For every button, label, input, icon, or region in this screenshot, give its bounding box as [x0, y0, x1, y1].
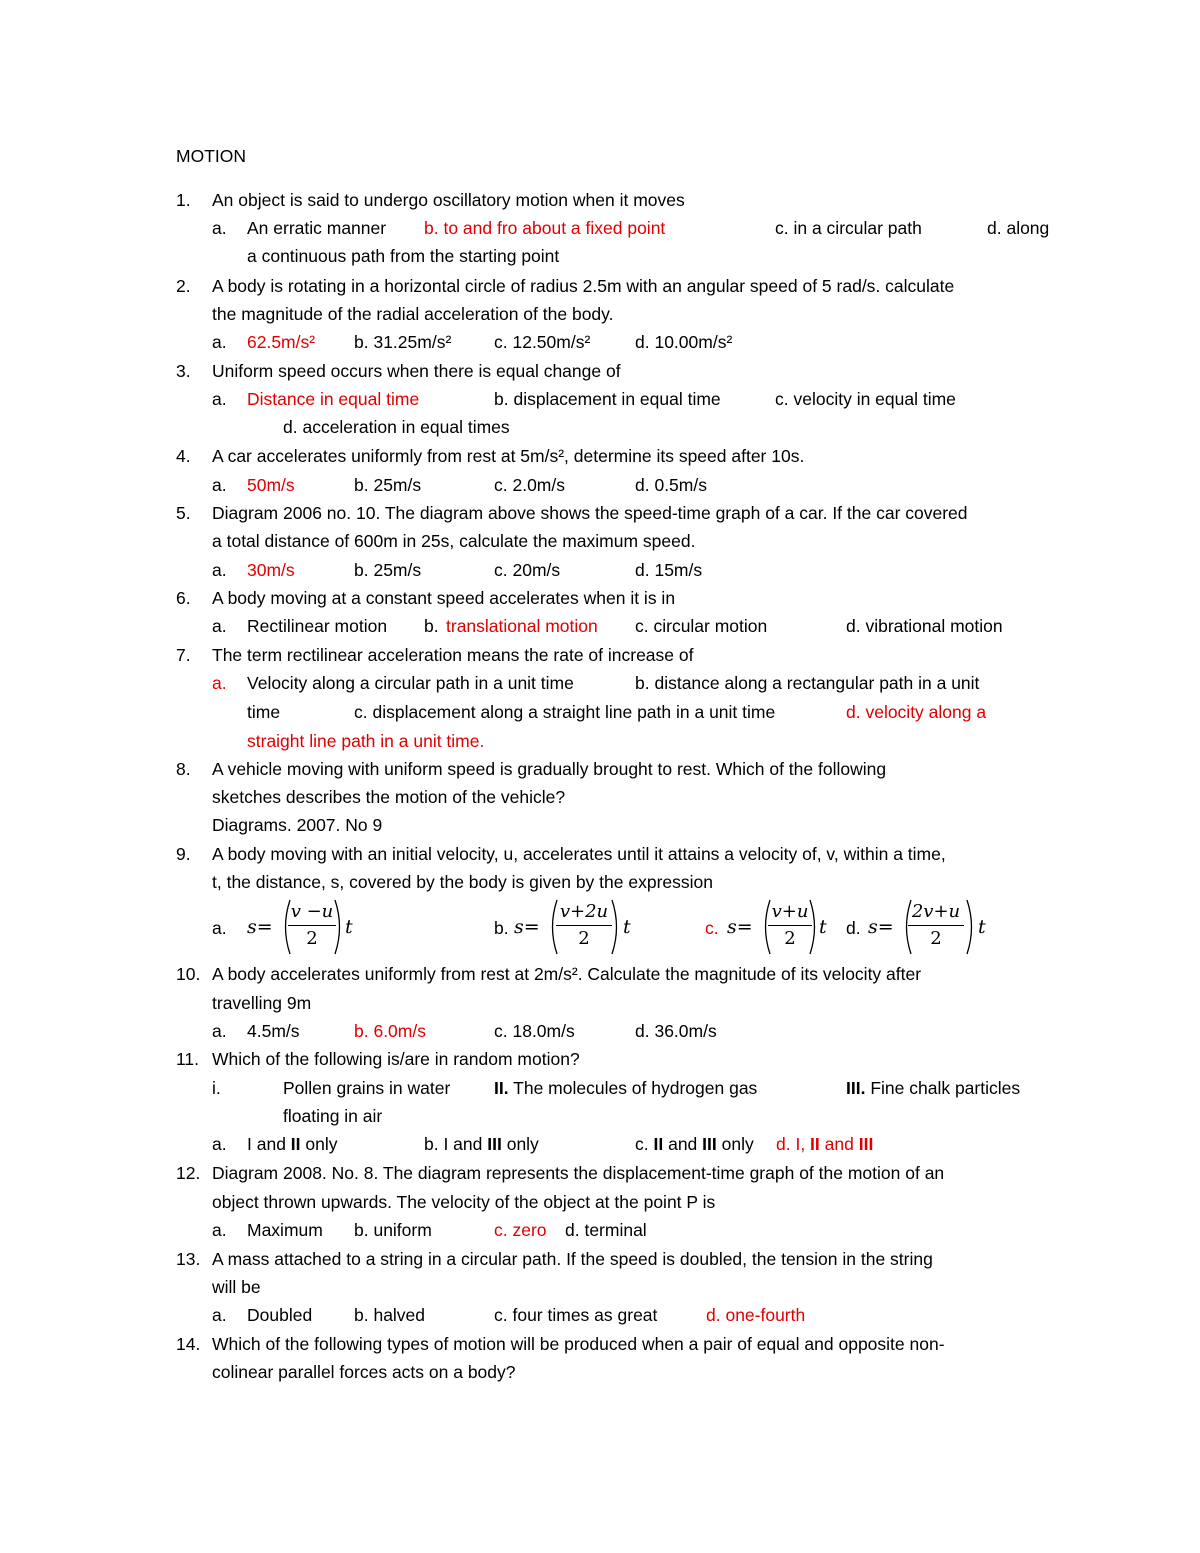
- option-letter: a.: [212, 1305, 227, 1325]
- question-number: 6.: [176, 588, 191, 608]
- option-c: c. circular motion: [635, 616, 768, 636]
- item-i: Pollen grains in water: [283, 1078, 451, 1098]
- formula-lhs: s=: [514, 916, 540, 938]
- option-letter: d.: [846, 918, 861, 938]
- formula-t: t: [978, 916, 986, 938]
- fraction-bar: [556, 925, 612, 926]
- option-letter: a.: [212, 389, 227, 409]
- option-b-answer: translational motion: [446, 616, 598, 636]
- question-text: An object is said to undergo oscillatory motion when it moves: [212, 190, 685, 210]
- formula-option-b: [494, 898, 644, 956]
- formula-denominator: 2: [930, 928, 942, 949]
- item-letter: i.: [212, 1078, 221, 1098]
- question-text-line2: object thrown upwards. The velocity of the object at the point P is: [212, 1192, 716, 1212]
- formula-numerator: v −u: [290, 901, 334, 922]
- question-number: 5.: [176, 503, 191, 523]
- right-paren-icon: [964, 898, 978, 956]
- document-title: MOTION: [176, 146, 246, 166]
- option-b: b. 25m/s: [354, 560, 422, 580]
- question-text: The term rectilinear acceleration means the rate of increase of: [212, 645, 694, 665]
- diagram-reference: Diagrams. 2007. No 9: [212, 815, 383, 835]
- option-a: I and II only: [247, 1134, 338, 1154]
- option-d-answer: d. one-fourth: [706, 1305, 806, 1325]
- option-letter: a.: [212, 918, 227, 938]
- option-b-answer: b. 6.0m/s: [354, 1021, 426, 1041]
- option-d: d. 10.00m/s²: [635, 332, 733, 352]
- fraction-bar: [768, 925, 812, 926]
- option-letter: a.: [212, 560, 227, 580]
- formula-denominator: 2: [784, 928, 796, 949]
- option-a-answer: 62.5m/s²: [247, 332, 316, 352]
- option-d-answer: d. velocity along a: [846, 702, 987, 722]
- question-text: A vehicle moving with uniform speed is gradually brought to rest. Which of the following: [212, 759, 887, 779]
- formula-numerator: v+2u: [559, 901, 609, 922]
- formula-denominator: 2: [578, 928, 590, 949]
- right-paren-icon: [609, 898, 623, 956]
- option-a: Doubled: [247, 1305, 313, 1325]
- option-letter: a.: [212, 1220, 227, 1240]
- question-number: 10.: [176, 964, 201, 984]
- formula-option-d: [846, 898, 996, 956]
- question-text: Which of the following is/are in random motion?: [212, 1049, 580, 1069]
- question-text: A body is rotating in a horizontal circle of radius 2.5m with an angular speed of 5 rad/s. calculate: [212, 276, 955, 296]
- option-a-answer: 50m/s: [247, 475, 295, 495]
- option-c: c. displacement along a straight line path in a unit time: [354, 702, 776, 722]
- option-c-answer: c. zero: [494, 1220, 547, 1240]
- option-d: d. 36.0m/s: [635, 1021, 717, 1041]
- item-ii: II. The molecules of hydrogen gas: [494, 1078, 758, 1098]
- option-c: c. in a circular path: [775, 218, 922, 238]
- question-text: A body moving at a constant speed accelerates when it is in: [212, 588, 676, 608]
- option-d: d. along: [987, 218, 1050, 238]
- formula-options-row: [0, 898, 1200, 958]
- option-c: c. 2.0m/s: [494, 475, 565, 495]
- option-d: d. vibrational motion: [846, 616, 1003, 636]
- option-a: Rectilinear motion: [247, 616, 388, 636]
- option-letter: a.: [212, 332, 227, 352]
- option-letter: a.: [212, 616, 227, 636]
- formula-numerator: 2v+u: [911, 901, 961, 922]
- question-text-line2: colinear parallel forces acts on a body?: [212, 1362, 516, 1382]
- question-number: 7.: [176, 645, 191, 665]
- right-paren-icon: [332, 898, 346, 956]
- option-b: b. 31.25m/s²: [354, 332, 452, 352]
- option-a: 4.5m/s: [247, 1021, 300, 1041]
- option-d: d. 0.5m/s: [635, 475, 707, 495]
- option-a: Velocity along a circular path in a unit time: [247, 673, 574, 693]
- question-text: A body accelerates uniformly from rest at 2m/s². Calculate the magnitude of its velocity after: [212, 964, 922, 984]
- question-text-line2: t, the distance, s, covered by the body is given by the expression: [212, 872, 713, 892]
- option-d-answer-continued: straight line path in a unit time.: [247, 731, 485, 751]
- option-b: b. 25m/s: [354, 475, 422, 495]
- question-text: Diagram 2006 no. 10. The diagram above shows the speed-time graph of a car. If the car covered: [212, 503, 968, 523]
- formula-t: t: [623, 916, 631, 938]
- option-d-continued: a continuous path from the starting point: [247, 246, 560, 266]
- option-b-answer: b. to and fro about a fixed point: [424, 218, 666, 238]
- option-letter: a.: [212, 1134, 227, 1154]
- option-c: c. velocity in equal time: [775, 389, 956, 409]
- formula-denominator: 2: [306, 928, 318, 949]
- question-text: A car accelerates uniformly from rest at 5m/s², determine its speed after 10s.: [212, 446, 805, 466]
- option-b: b. displacement in equal time: [494, 389, 721, 409]
- option-letter: b.: [494, 918, 509, 938]
- formula-numerator: v+u: [771, 901, 809, 922]
- option-letter-answer: c.: [705, 918, 719, 938]
- option-letter: b.: [424, 616, 439, 636]
- option-a-answer: Distance in equal time: [247, 389, 420, 409]
- option-b-continued: time: [247, 702, 281, 722]
- question-number: 11.: [176, 1049, 200, 1069]
- formula-lhs: s=: [868, 916, 894, 938]
- option-letter: a.: [212, 218, 227, 238]
- question-number: 14.: [176, 1334, 201, 1354]
- formula-option-c: [705, 898, 835, 956]
- option-letter: a.: [212, 475, 227, 495]
- option-a-answer: 30m/s: [247, 560, 295, 580]
- formula-lhs: s=: [727, 916, 753, 938]
- item-iii: III. Fine chalk particles: [846, 1078, 1021, 1098]
- question-text-line2: a total distance of 600m in 25s, calculate the maximum speed.: [212, 531, 696, 551]
- item-iii-continued: floating in air: [283, 1106, 383, 1126]
- question-text-line2: will be: [212, 1277, 261, 1297]
- option-b: b. I and III only: [424, 1134, 539, 1154]
- option-b: b. distance along a rectangular path in a unit: [635, 673, 980, 693]
- option-b: b. uniform: [354, 1220, 432, 1240]
- option-c: c. 20m/s: [494, 560, 561, 580]
- question-text: Uniform speed occurs when there is equal change of: [212, 361, 621, 381]
- option-c: c. II and III only: [635, 1134, 754, 1154]
- question-text: A mass attached to a string in a circular path. If the speed is doubled, the tension in the string: [212, 1249, 933, 1269]
- question-number: 2.: [176, 276, 191, 296]
- question-text-line2: the magnitude of the radial acceleration of the body.: [212, 304, 614, 324]
- option-c: c. 12.50m/s²: [494, 332, 591, 352]
- question-number: 12.: [176, 1163, 201, 1183]
- option-c: c. four times as great: [494, 1305, 658, 1325]
- question-text-line2: travelling 9m: [212, 993, 312, 1013]
- option-letter: a.: [212, 673, 227, 693]
- option-d: d. acceleration in equal times: [283, 417, 510, 437]
- option-d: d. 15m/s: [635, 560, 703, 580]
- question-number: 4.: [176, 446, 191, 466]
- question-text: A body moving with an initial velocity, u, accelerates until it attains a velocity of, v, within a time,: [212, 844, 946, 864]
- question-number: 13.: [176, 1249, 201, 1269]
- question-text: Which of the following types of motion will be produced when a pair of equal and opposite non-: [212, 1334, 945, 1354]
- question-number: 1.: [176, 190, 191, 210]
- question-number: 9.: [176, 844, 191, 864]
- question-number: 8.: [176, 759, 191, 779]
- formula-t: t: [819, 916, 827, 938]
- option-d-answer: d. I, II and III: [776, 1134, 874, 1154]
- option-b: b. halved: [354, 1305, 426, 1325]
- option-letter: a.: [212, 1021, 227, 1041]
- option-c: c. 18.0m/s: [494, 1021, 575, 1041]
- fraction-bar: [908, 925, 964, 926]
- option-a: An erratic manner: [247, 218, 387, 238]
- question-number: 3.: [176, 361, 191, 381]
- question-text: Diagram 2008. No. 8. The diagram represents the displacement-time graph of the motion of an: [212, 1163, 945, 1183]
- formula-t: t: [345, 916, 353, 938]
- option-a: Maximum: [247, 1220, 323, 1240]
- question-text-line2: sketches describes the motion of the vehicle?: [212, 787, 566, 807]
- option-d: d. terminal: [565, 1220, 647, 1240]
- formula-lhs: s=: [247, 916, 273, 938]
- fraction-bar: [288, 925, 336, 926]
- formula-option-a: [212, 898, 362, 956]
